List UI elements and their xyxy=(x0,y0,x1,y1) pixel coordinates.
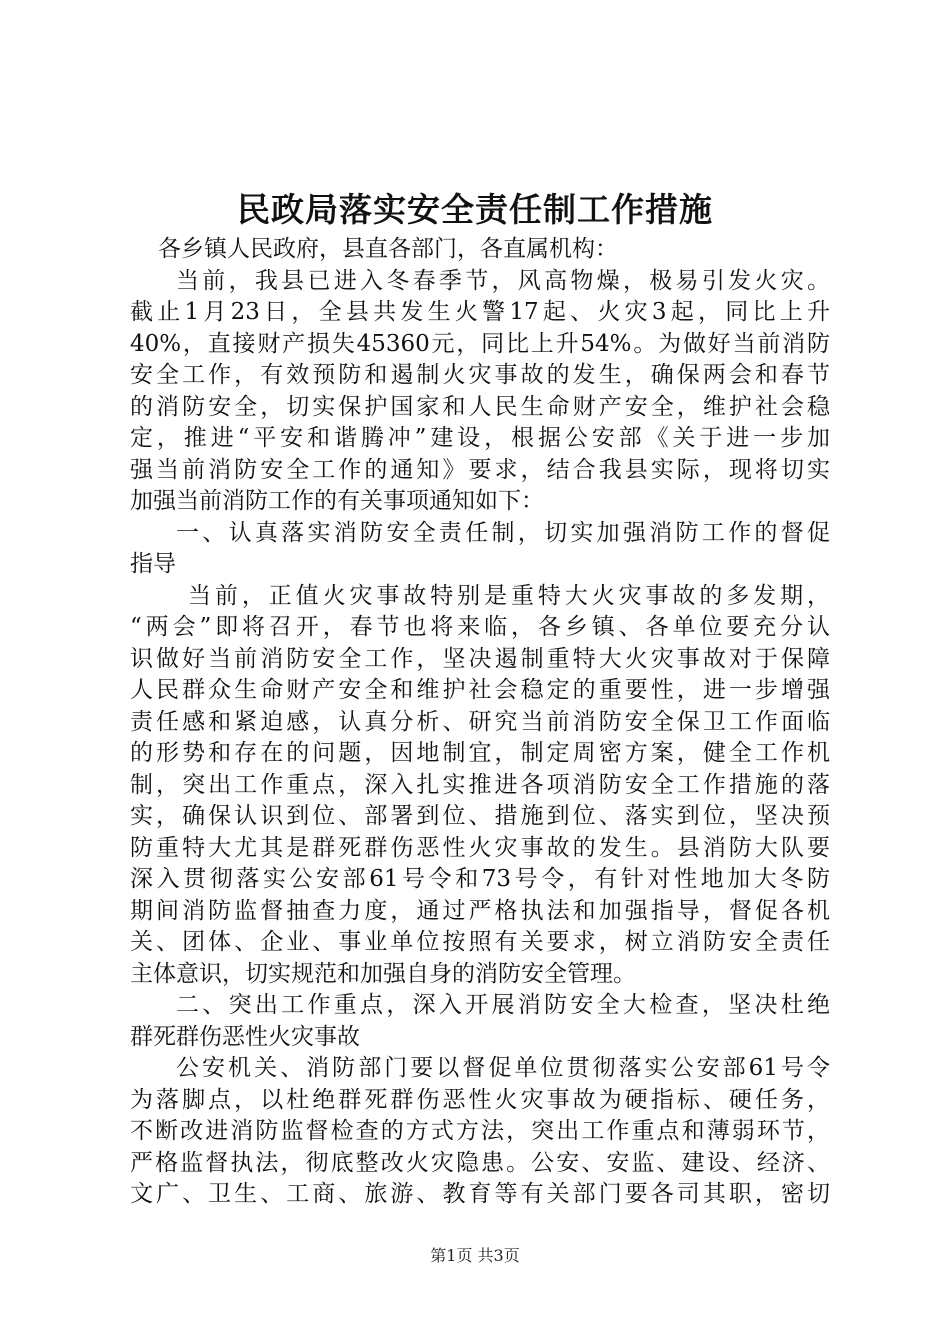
paragraph-line: 定，推进“平安和谐腾冲”建设，根据公安部《关于进一步加 xyxy=(130,425,830,451)
section-heading-line: 二、突出工作重点，深入开展消防安全大检查，坚决杜绝 xyxy=(176,992,830,1018)
paragraph-line: 为落脚点，以杜绝群死群伤恶性火灾事故为硬指标、硬任务， xyxy=(130,1086,830,1113)
paragraph-line: 文广、卫生、工商、旅游、教育等有关部门要各司其职，密切 xyxy=(130,1181,830,1207)
document-body xyxy=(130,234,830,1211)
paragraph-line: 当前，正值火灾事故特别是重特大火灾事故的多发期， xyxy=(188,582,830,609)
paragraph-line: 公安机关、消防部门要以督促单位贯彻落实公安部61号令 xyxy=(176,1055,830,1081)
paragraph-line: 加强当前消防工作的有关事项通知如下： xyxy=(130,488,544,514)
page-footer: 第1页 共3页 xyxy=(430,1246,520,1265)
paragraph-line: 识做好当前消防安全工作，坚决遏制重特大火灾事故对于保障 xyxy=(130,645,830,672)
paragraph-line: 严格监督执法，彻底整改火灾隐患。公安、安监、建设、经济、 xyxy=(130,1149,830,1176)
paragraph-line: 截止1月23日，全县共发生火警17起、火灾3起，同比上升 xyxy=(130,299,830,325)
paragraph-line: 防重特大尤其是群死群伤恶性火灾事故的发生。县消防大队要 xyxy=(130,834,830,861)
salutation-line: 各乡镇人民政府，县直各部门，各直属机构： xyxy=(158,236,618,262)
paragraph-line: 制，突出工作重点，深入扎实推进各项消防安全工作措施的落 xyxy=(130,771,830,798)
paragraph-line: 的消防安全，切实保护国家和人民生命财产安全，维护社会稳 xyxy=(130,393,830,420)
paragraph-line: 实，确保认识到位、部署到位、措施到位、落实到位，坚决预 xyxy=(130,803,830,829)
paragraph-line: 主体意识，切实规范和加强自身的消防安全管理。 xyxy=(130,960,636,987)
paragraph-line: 人民群众生命财产安全和维护社会稳定的重要性，进一步增强 xyxy=(130,677,830,703)
paragraph-line: “两会”即将召开，春节也将来临，各乡镇、各单位要充分认 xyxy=(130,614,830,640)
section-heading-line: 一、认真落实消防安全责任制，切实加强消防工作的督促 xyxy=(176,519,830,546)
paragraph-line: 责任感和紧迫感，认真分析、研究当前消防安全保卫工作面临 xyxy=(130,708,830,735)
paragraph-line: 期间消防监督抽查力度，通过严格执法和加强指导，督促各机 xyxy=(130,897,830,924)
paragraph-line: 的形势和存在的问题，因地制宜，制定周密方案，健全工作机 xyxy=(130,740,830,766)
paragraph-line: 强当前消防安全工作的通知》要求，结合我县实际，现将切实 xyxy=(130,456,830,483)
section-heading-line: 指导 xyxy=(130,551,176,577)
paragraph-line: 40%，直接财产损失45360元，同比上升54%。为做好当前消防 xyxy=(130,330,830,357)
document-title: 民政局落实安全责任制工作措施 xyxy=(237,190,713,229)
section-heading-line: 群死群伤恶性火灾事故 xyxy=(130,1023,360,1050)
paragraph-line: 安全工作，有效预防和遏制火灾事故的发生，确保两会和春节 xyxy=(130,362,830,388)
paragraph-line: 不断改进消防监督检查的方式方法，突出工作重点和薄弱环节， xyxy=(130,1118,830,1144)
paragraph-line: 当前，我县已进入冬春季节，风高物燥，极易引发火灾。 xyxy=(176,267,830,294)
paragraph-line: 深入贯彻落实公安部61号令和73号令，有针对性地加大冬防 xyxy=(130,866,830,892)
paragraph-line: 关、团体、企业、事业单位按照有关要求，树立消防安全责任 xyxy=(130,929,830,955)
